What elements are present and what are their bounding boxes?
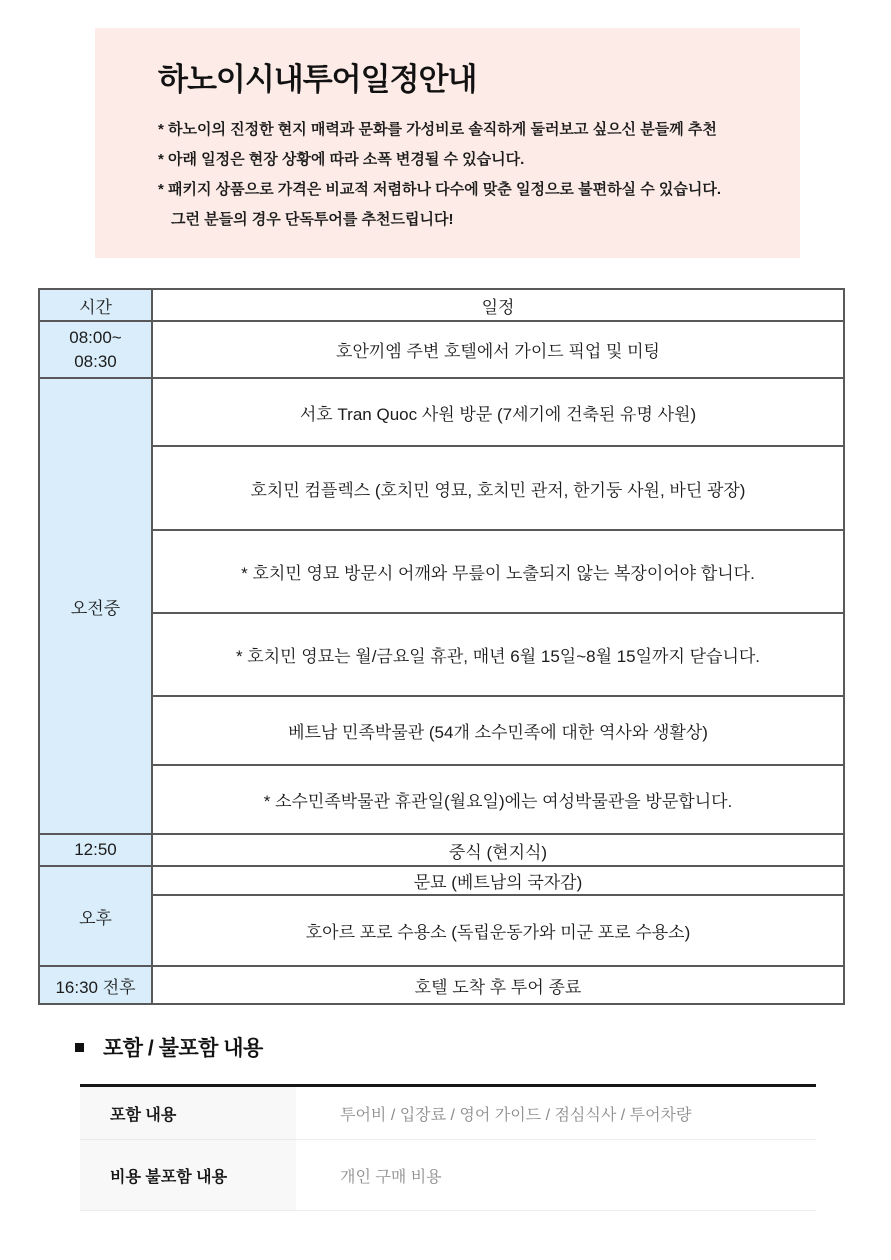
schedule-cell: 호안끼엠 주변 호텔에서 가이드 픽업 및 미팅 <box>152 321 844 378</box>
included-heading-label: 포함 / 불포함 내용 <box>103 1037 263 1060</box>
excluded-value: 개인 구매 비용 <box>296 1140 816 1211</box>
tour-notice-box <box>95 28 800 258</box>
table-row <box>39 446 844 530</box>
excluded-label: 비용 불포함 내용 <box>80 1140 296 1211</box>
table-row <box>39 866 844 895</box>
table-row <box>39 895 844 966</box>
time-cell-morning: 오전중 <box>39 378 152 834</box>
table-row <box>39 530 844 613</box>
table-row <box>39 966 844 1004</box>
schedule-cell: 호아르 포로 수용소 (독립운동가와 미군 포로 수용소) <box>152 895 844 966</box>
schedule-cell: 문묘 (베트남의 국자감) <box>152 866 844 895</box>
square-bullet-icon <box>75 1043 84 1052</box>
table-row <box>39 378 844 446</box>
table-row <box>39 613 844 696</box>
time-cell: 16:30 전후 <box>39 966 152 1004</box>
schedule-cell: * 소수민족박물관 휴관일(월요일)에는 여성박물관을 방문합니다. <box>152 765 844 834</box>
notice-line: * 하노이의 진정한 현지 매력과 문화를 가성비로 솔직하게 둘러보고 싶으신 분들께 추천 <box>158 121 717 138</box>
time-cell: 12:50 <box>39 834 152 866</box>
schedule-cell: * 호치민 영묘는 월/금요일 휴관, 매년 6월 15일~8월 15일까지 닫습니다. <box>152 613 844 696</box>
schedule-cell: * 호치민 영묘 방문시 어깨와 무릎이 노출되지 않는 복장이어야 합니다. <box>152 530 844 613</box>
column-header-time: 시간 <box>39 289 152 321</box>
included-table <box>80 1084 816 1211</box>
table-header-row <box>39 289 844 321</box>
included-heading <box>75 1032 891 1062</box>
time-cell: 08:00~ 08:30 <box>39 321 152 378</box>
page-title: 하노이시내투어일정안내 <box>158 62 477 97</box>
notice-line: 그런 분들의 경우 단독투어를 추천드립니다! <box>171 211 454 228</box>
table-row <box>80 1140 816 1211</box>
schedule-cell: 서호 Tran Quoc 사원 방문 (7세기에 건축된 유명 사원) <box>152 378 844 446</box>
column-header-schedule: 일정 <box>152 289 844 321</box>
schedule-cell: 중식 (현지식) <box>152 834 844 866</box>
table-row <box>39 765 844 834</box>
table-row <box>39 834 844 866</box>
schedule-cell: 호텔 도착 후 투어 종료 <box>152 966 844 1004</box>
included-section <box>0 1032 891 1211</box>
schedule-table <box>38 288 845 1005</box>
notice-line: * 패키지 상품으로 가격은 비교적 저렴하나 다수에 맞춘 일정으로 불편하실 수 있습니다. <box>158 181 722 198</box>
schedule-cell: 호치민 컴플렉스 (호치민 영묘, 호치민 관저, 한기둥 사원, 바딘 광장) <box>152 446 844 530</box>
table-row <box>39 696 844 765</box>
time-cell-afternoon: 오후 <box>39 866 152 966</box>
schedule-cell: 베트남 민족박물관 (54개 소수민족에 대한 역사와 생활상) <box>152 696 844 765</box>
included-label: 포함 내용 <box>80 1086 296 1140</box>
table-row <box>39 321 844 378</box>
notice-line: * 아래 일정은 현장 상황에 따라 소폭 변경될 수 있습니다. <box>158 151 525 168</box>
included-value: 투어비 / 입장료 / 영어 가이드 / 점심식사 / 투어차량 <box>296 1086 816 1140</box>
table-row <box>80 1086 816 1140</box>
